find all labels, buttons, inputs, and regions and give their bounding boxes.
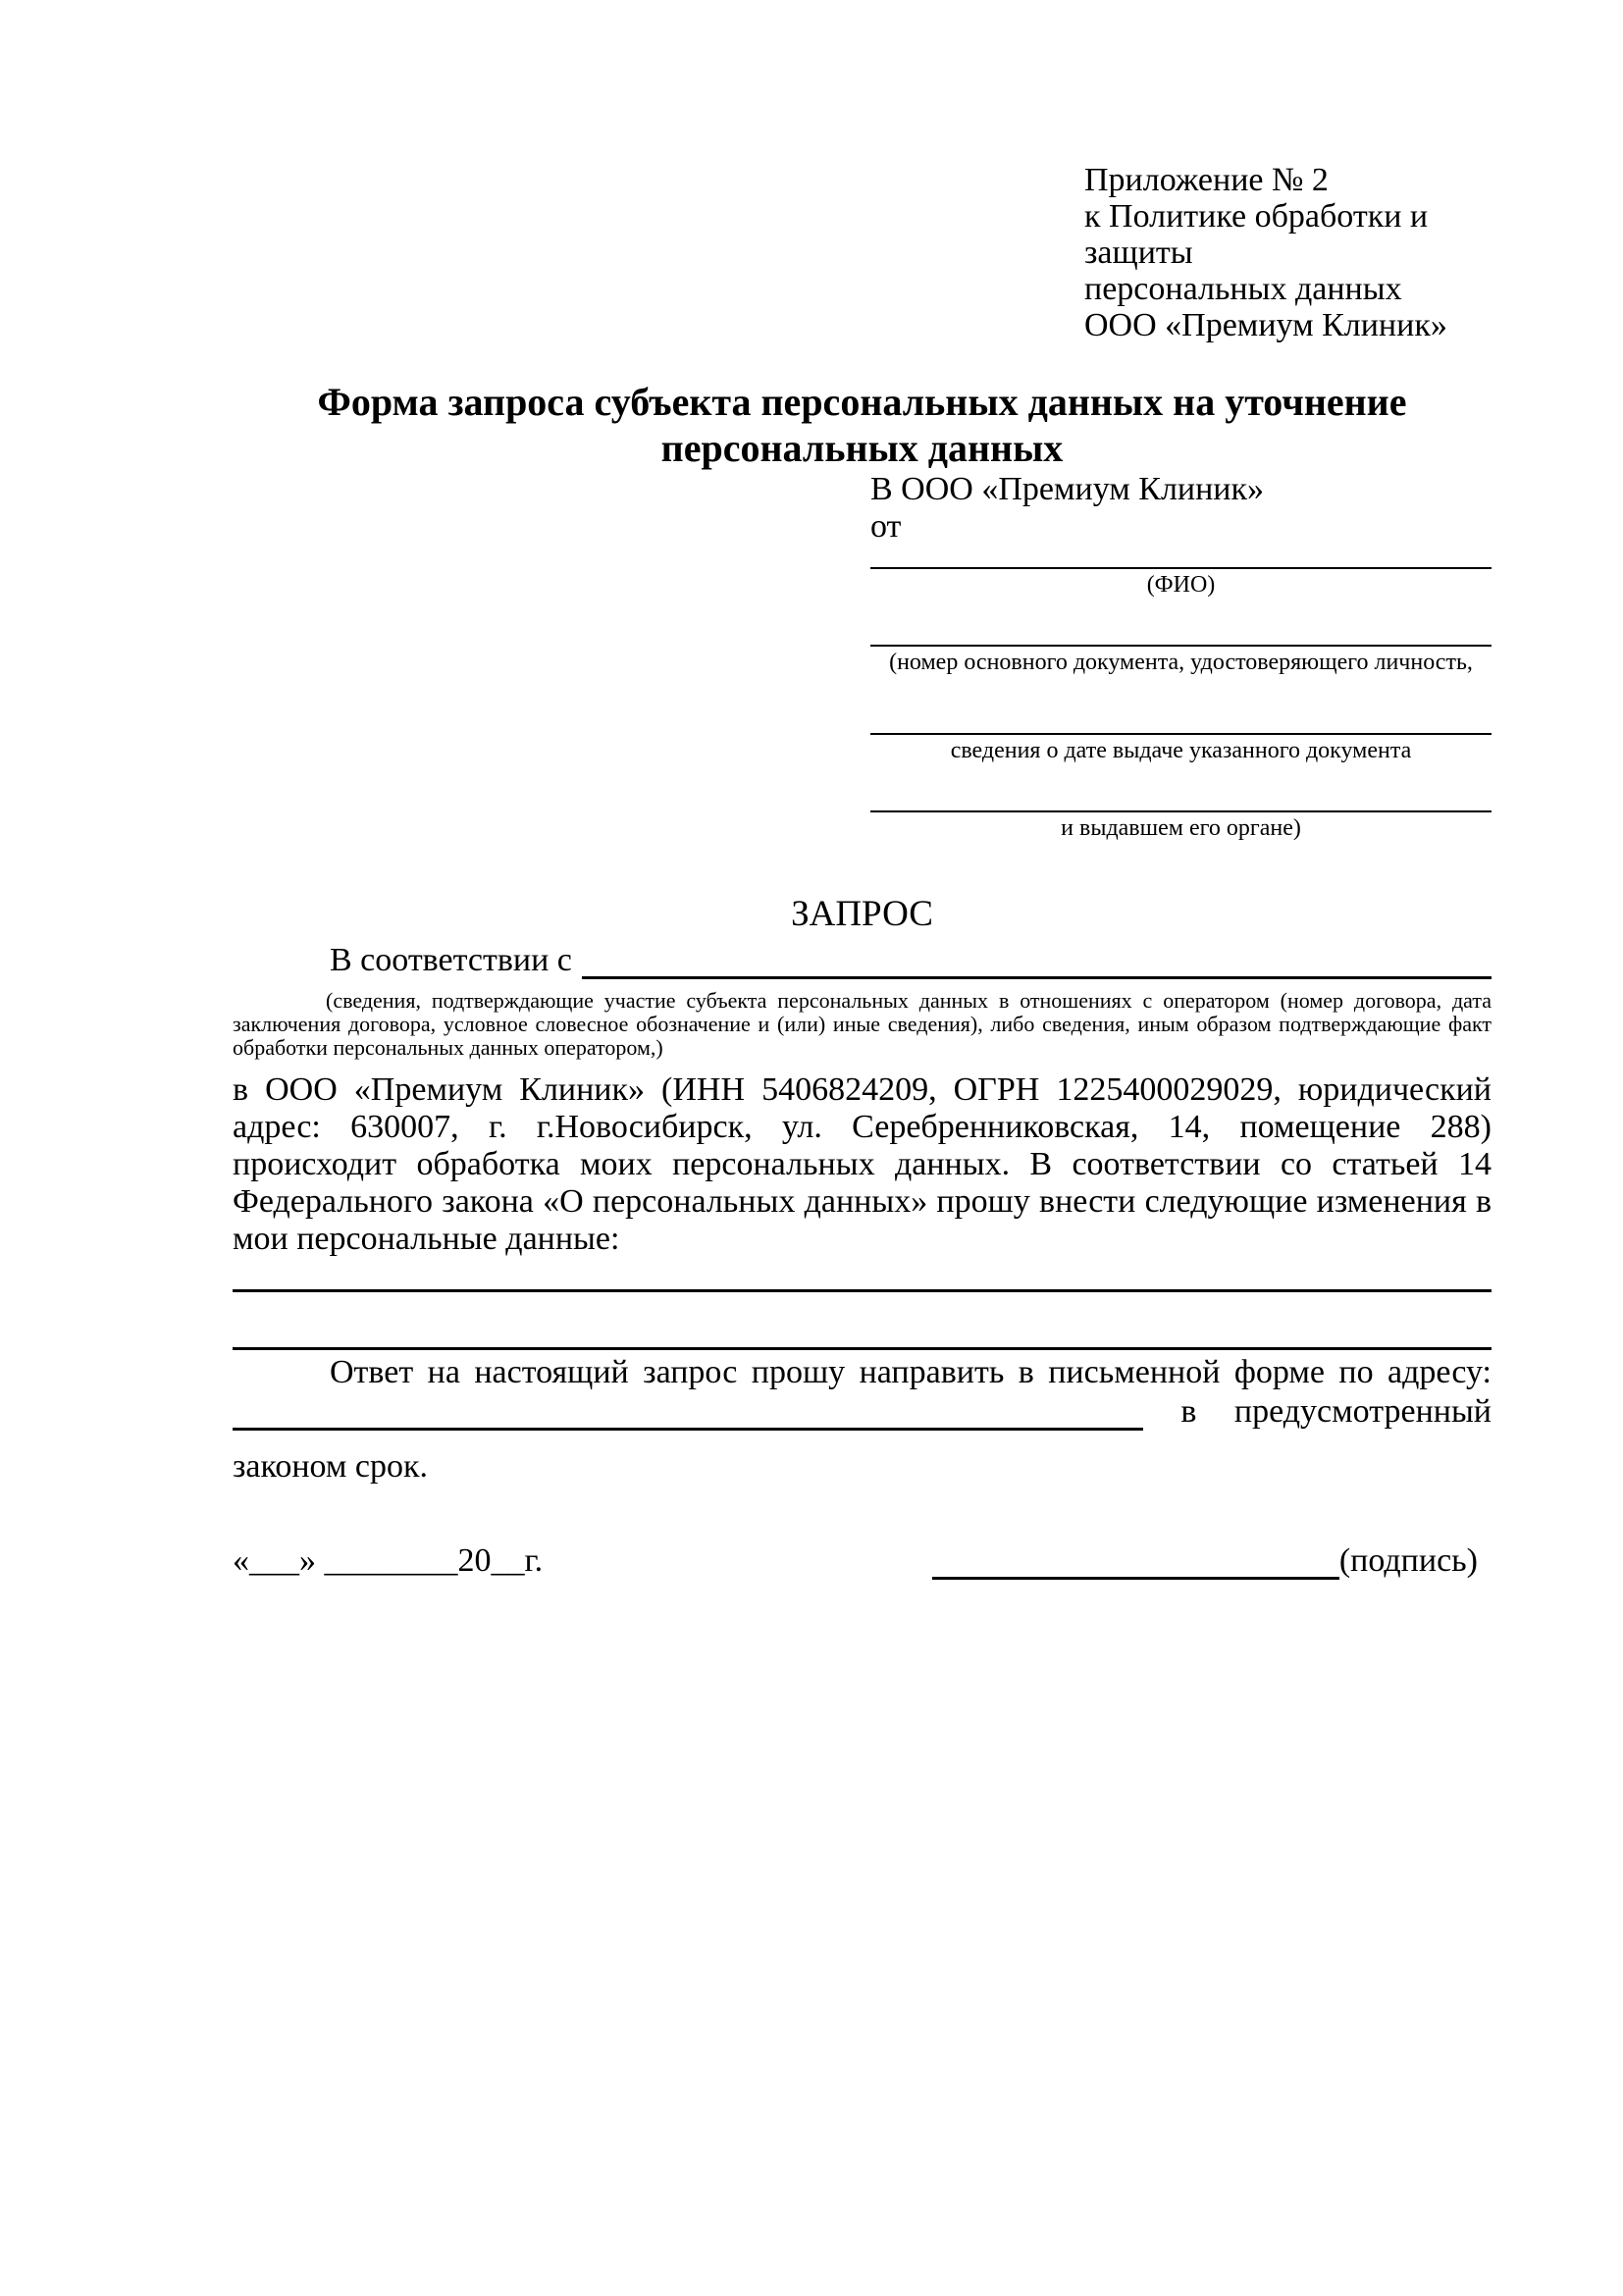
appendix-line: ООО «Премиум Клиник» <box>1084 307 1447 343</box>
field-issue-date <box>870 719 1492 764</box>
form-title: Форма запроса субъекта персональных данных на уточнение персональных данных <box>317 380 1407 470</box>
fio-caption: (ФИО) <box>1146 572 1216 598</box>
answer-word-v: в <box>1180 1393 1197 1430</box>
appendix-line: персональных данных <box>1084 271 1402 307</box>
date-line: «___» ________20__г. <box>233 1542 544 1579</box>
fio-blank-line <box>870 553 1492 569</box>
field-issuing-authority <box>870 797 1492 842</box>
document-number-blank-line <box>870 631 1492 647</box>
issue-date-blank-line <box>870 719 1492 735</box>
signature-blank-line <box>932 1547 1339 1580</box>
addressee-block <box>870 471 1492 842</box>
intro-blank-line <box>582 947 1492 979</box>
intro-note: (сведения, подтверждающие участие субъекта персональных данных в отношениях с оператором (номер договора, дата заключения договора, условное словесное обозначение и (или) иные сведения), либо сведения, иным образом подтверждающие факт обработки персональных данных оператором,) <box>233 988 1492 1060</box>
appendix-block <box>1084 162 1492 343</box>
appendix-line: Приложение № 2 <box>1084 162 1329 198</box>
addressee-to: В ООО «Премиум Клиник» <box>870 471 1265 507</box>
field-document-number <box>870 631 1492 676</box>
address-blank-line <box>233 1398 1143 1431</box>
addressee-from-label: от <box>870 508 902 545</box>
answer-line-1: Ответ на настоящий запрос прошу направить в письменной форме по адресу: <box>330 1354 1492 1390</box>
issue-date-caption: сведения о дате выдаче указанного документа <box>950 738 1412 763</box>
document-number-caption: (номер основного документа, удостоверяющего личность, <box>889 650 1473 675</box>
changes-blank-line-1 <box>233 1258 1492 1292</box>
appendix-line: к Политике обработки и защиты <box>1084 198 1429 271</box>
date-signature-row <box>233 1542 1492 1580</box>
issuing-authority-blank-line <box>870 797 1492 812</box>
request-heading: ЗАПРОС <box>791 894 933 934</box>
issuing-authority-caption: и выдавшем его органе) <box>1061 815 1301 841</box>
intro-prefix: В соответствии с <box>330 942 572 978</box>
changes-blank-line-2 <box>233 1292 1492 1350</box>
signature-area <box>932 1542 1478 1580</box>
signature-caption: (подпись) <box>1338 1542 1478 1579</box>
answer-line-2 <box>233 1393 1492 1431</box>
request-body: в ООО «Премиум Клиник» (ИНН 5406824209, ОГРН 1225400029029, юридический адрес: 630007, г. г.Новосибирск, ул. Серебренниковская, 14, помещение 288) происходит обработка моих персональных данных. В соответствии со статьей 14 Федерального закона «О персональных данных» прошу внести следующие изменения в мои персональные данные: <box>233 1071 1492 1257</box>
answer-word-predusmotrenny: предусмотренный <box>1233 1393 1492 1430</box>
intro-line <box>233 942 1492 979</box>
field-fio <box>870 553 1492 599</box>
answer-tail: законом срок. <box>233 1448 428 1485</box>
